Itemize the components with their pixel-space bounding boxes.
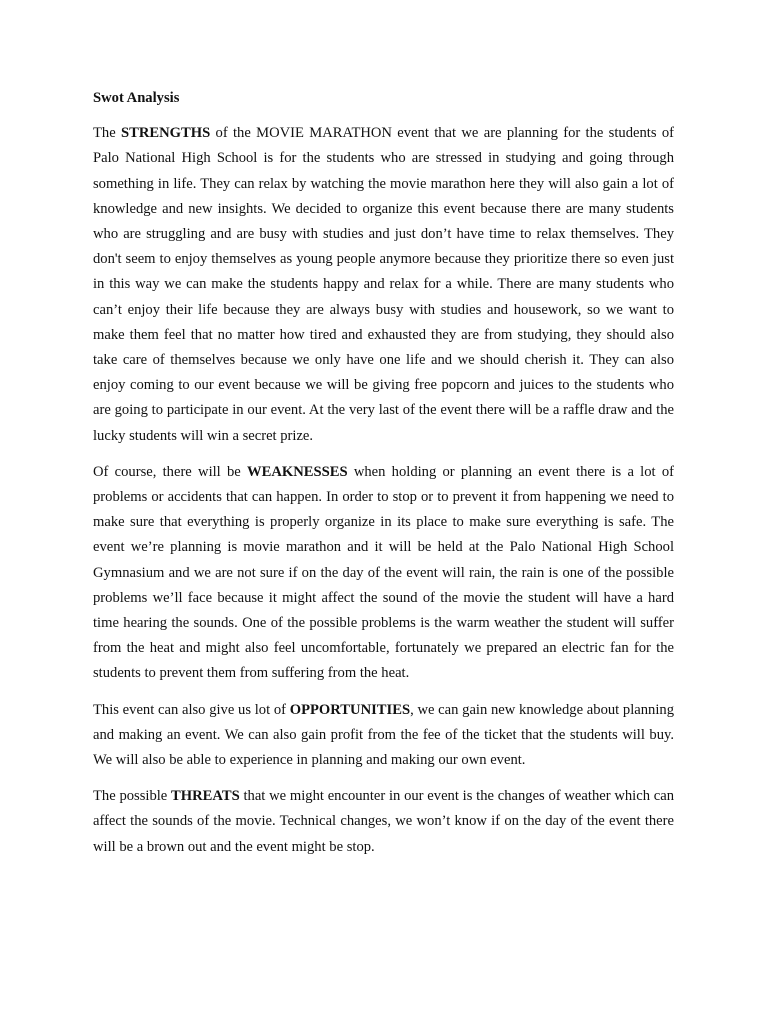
- paragraph-threats: [93, 784, 674, 860]
- document-page: [93, 86, 674, 871]
- keyword-strengths: STRENGTHS: [121, 125, 211, 142]
- paragraph-opportunities: [93, 698, 674, 774]
- paragraph-weaknesses: [93, 460, 674, 687]
- paragraph-text: This event can also give us lot of: [93, 701, 290, 718]
- paragraph-strengths: [93, 121, 674, 449]
- paragraph-text: when holding or planning an event there is a lot of problems or accidents that can happen. In order to stop or to prevent it from happening we need to make sure that everything is properly organize in its place to make sure everything is safe. The event we’re planning is movie marathon and it will be held at the Palo National High School Gymnasium and we are not sure if on the day of the event will rain, the rain is one of the possible problems we’ll face because it might affect the sound of the movie the student will have a hard time hearing the sounds. One of the possible problems is the warm weather the student will suffer from the heat and might also feel uncomfortable, fortunately we prepared an electric fan for the students to prevent them from suffering from the heat.: [93, 463, 674, 682]
- paragraph-text: , we can gain new knowledge about planning and making an event. We can also gain profit from the fee of the ticket that the students will buy. We will also be able to experience in planning and making our own event.: [93, 701, 675, 769]
- paragraph-text: that we might encounter in our event is the changes of weather which can affect the sounds of the movie. Technical changes, we won’t know if on the day of the event there will be a brown out and the event might be stop.: [93, 788, 675, 855]
- keyword-weaknesses: WEAKNESSES: [247, 463, 348, 480]
- keyword-threats: THREATS: [171, 788, 240, 805]
- keyword-opportunities: OPPORTUNITIES: [289, 701, 411, 718]
- paragraph-text: The possible: [93, 788, 172, 805]
- paragraph-text: Of course, there will be: [93, 463, 247, 480]
- document-title: Swot Analysis: [93, 90, 180, 106]
- paragraph-text: The: [93, 125, 121, 142]
- paragraph-text: of the MOVIE MARATHON event that we are planning for the students of Palo National High School is for the students who are stressed in studying and going through something in life. They can relax by watching the movie marathon here they will also gain a lot of knowledge and new insights. We decided to organize this event because there are many students who are struggling and are busy with studies and just don’t have time to relax themselves. They don't seem to enjoy themselves as young people anymore because they prioritize there so even just in this way we can make the students happy and relax for a while. There are many students who can’t enjoy their life because they are always busy with studies and housework, so we want to make them feel that no matter how tired and exhausted they are from studying, they should also take care of themselves because we only have one life and we should cherish it. They can also enjoy coming to our event because we will be giving free popcorn and juices to the students who are going to participate in our event. At the very last of the event there will be a raffle draw and the lucky students will win a secret prize.: [93, 125, 674, 444]
